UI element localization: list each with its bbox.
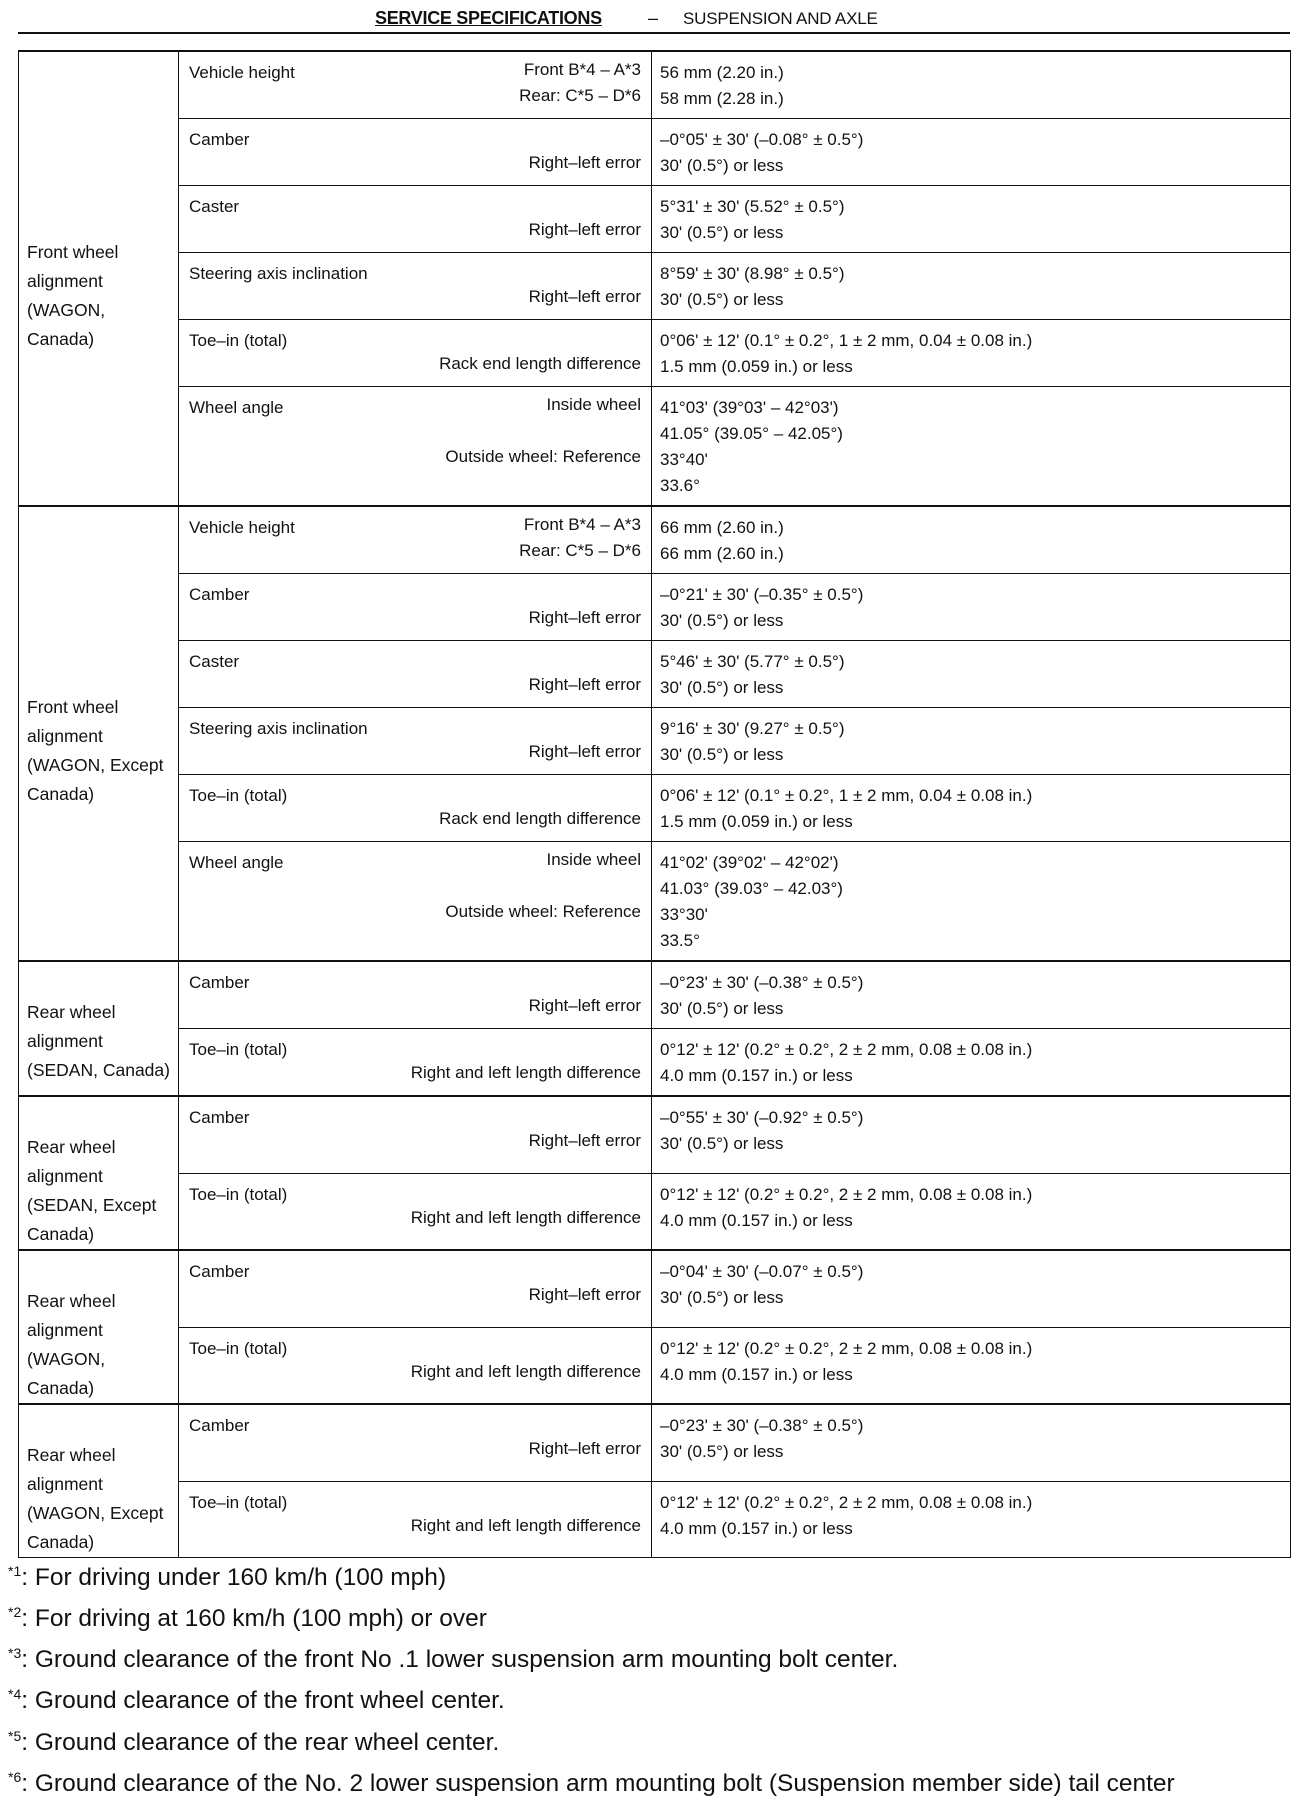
item-line bbox=[189, 395, 641, 421]
spec-value: –0°04' ± 30' (–0.07° ± 0.5°) bbox=[660, 1262, 864, 1281]
item-line bbox=[189, 153, 641, 179]
footnote-mark: *2 bbox=[8, 1604, 22, 1621]
table-row bbox=[19, 842, 1291, 962]
table-row bbox=[19, 961, 1291, 1029]
item-name: Toe–in (total) bbox=[189, 1184, 288, 1204]
item-name: Caster bbox=[189, 652, 240, 671]
item-sub-label: Right and left length difference bbox=[410, 1207, 641, 1227]
spec-value: 33°40' bbox=[660, 450, 708, 469]
item-line bbox=[189, 876, 641, 902]
table-row bbox=[19, 1250, 1291, 1327]
item-line bbox=[189, 515, 641, 541]
footnote-text: : For driving at 160 km/h (100 mph) or over bbox=[21, 1605, 487, 1633]
spec-value: 66 mm (2.60 in.) bbox=[660, 544, 784, 563]
item-line bbox=[189, 1439, 641, 1465]
item-sub-label: Right and left length difference bbox=[410, 1063, 641, 1082]
item-cell bbox=[179, 119, 652, 186]
spec-value: –0°21' ± 30' (–0.35° ± 0.5°) bbox=[660, 585, 864, 604]
item-line bbox=[189, 354, 641, 380]
table-row bbox=[19, 51, 1291, 119]
value-cell bbox=[652, 1173, 1291, 1250]
item-line bbox=[189, 1131, 641, 1157]
spec-value: 41.03° (39.03° – 42.03°) bbox=[660, 879, 843, 898]
table-row bbox=[19, 119, 1291, 186]
spec-value: 0°12' ± 12' (0.2° ± 0.2°, 2 ± 2 mm, 0.08 ± 0.08 in.) bbox=[660, 1492, 1033, 1512]
item-sub-label: Rear: C*5 – D*6 bbox=[519, 541, 641, 560]
item-cell bbox=[179, 1327, 652, 1404]
item-sub-label: Right–left error bbox=[528, 1285, 641, 1304]
footnote-mark: *4 bbox=[8, 1686, 22, 1703]
item-sub-label: Right–left error bbox=[528, 742, 641, 761]
item-name: Wheel angle bbox=[189, 398, 284, 417]
item-sub-label: Rear: C*5 – D*6 bbox=[519, 86, 641, 105]
footnotes bbox=[8, 1554, 1308, 1801]
spec-value: 5°31' ± 30' (5.52° ± 0.5°) bbox=[660, 197, 845, 216]
spec-value: 1.5 mm (0.059 in.) or less bbox=[660, 357, 853, 376]
spec-value: 4.0 mm (0.157 in.) or less bbox=[660, 1518, 853, 1538]
value-cell bbox=[652, 1096, 1291, 1173]
table-row bbox=[19, 775, 1291, 842]
item-name: Camber bbox=[189, 1262, 250, 1281]
footnote bbox=[8, 1760, 1308, 1801]
item-name: Wheel angle bbox=[189, 853, 284, 872]
value-cell bbox=[652, 186, 1291, 253]
value-cell bbox=[652, 775, 1291, 842]
spec-value: 66 mm (2.60 in.) bbox=[660, 518, 784, 537]
item-line bbox=[189, 675, 641, 701]
spec-value: –0°23' ± 30' (–0.38° ± 0.5°) bbox=[660, 1416, 864, 1435]
item-line bbox=[189, 60, 641, 86]
item-name: Toe–in (total) bbox=[189, 786, 288, 805]
item-line bbox=[189, 649, 641, 675]
spec-value: 33°30' bbox=[660, 905, 708, 924]
value-cell bbox=[652, 961, 1291, 1029]
table-row bbox=[19, 641, 1291, 708]
item-sub-label: Right–left error bbox=[528, 608, 641, 627]
table-row bbox=[19, 1173, 1291, 1250]
item-line bbox=[189, 1336, 641, 1362]
spec-value: 30' (0.5°) or less bbox=[660, 999, 784, 1018]
item-name: Vehicle height bbox=[189, 518, 295, 537]
value-cell bbox=[652, 842, 1291, 962]
value-cell bbox=[652, 387, 1291, 507]
value-cell bbox=[652, 119, 1291, 186]
table-row bbox=[19, 506, 1291, 574]
item-name: Camber bbox=[189, 1416, 250, 1435]
footnote-text: : For driving under 160 km/h (100 mph) bbox=[21, 1564, 447, 1592]
footnote bbox=[8, 1554, 1308, 1595]
table-row bbox=[19, 253, 1291, 320]
item-cell bbox=[179, 320, 652, 387]
footnote-mark: *6 bbox=[8, 1768, 22, 1785]
item-sub-label: Inside wheel bbox=[546, 850, 641, 869]
item-sub-label: Right and left length difference bbox=[410, 1361, 641, 1381]
value-cell bbox=[652, 1250, 1291, 1327]
spec-value: 30' (0.5°) or less bbox=[660, 156, 784, 175]
item-line bbox=[189, 902, 641, 928]
item-line bbox=[189, 996, 641, 1022]
spec-table-body bbox=[19, 51, 1291, 1558]
item-name: Vehicle height bbox=[189, 63, 295, 82]
table-row bbox=[19, 1481, 1291, 1557]
item-line bbox=[189, 716, 641, 742]
spec-value: 41°03' (39°03' – 42°03') bbox=[660, 398, 839, 417]
item-line bbox=[189, 1063, 641, 1089]
table-row bbox=[19, 1404, 1291, 1481]
value-cell bbox=[652, 1327, 1291, 1404]
item-line bbox=[189, 194, 641, 220]
value-cell bbox=[652, 51, 1291, 119]
item-name: Camber bbox=[189, 1108, 250, 1127]
item-line bbox=[189, 1413, 641, 1439]
item-line bbox=[189, 421, 641, 447]
spec-value: 30' (0.5°) or less bbox=[660, 223, 784, 242]
footnote-text: : Ground clearance of the front No .1 lower suspension arm mounting bolt center. bbox=[21, 1646, 899, 1674]
item-sub-label: Outside wheel: Reference bbox=[445, 447, 641, 466]
item-sub-label: Front B*4 – A*3 bbox=[523, 60, 641, 79]
item-sub-label: Right–left error bbox=[528, 675, 641, 694]
spec-value: 30' (0.5°) or less bbox=[660, 290, 784, 309]
item-line bbox=[189, 1105, 641, 1131]
item-cell bbox=[179, 1173, 652, 1250]
item-line bbox=[189, 742, 641, 768]
item-cell bbox=[179, 574, 652, 641]
item-line bbox=[189, 809, 641, 835]
table-row bbox=[19, 574, 1291, 641]
value-cell bbox=[652, 1404, 1291, 1481]
spec-value: 5°46' ± 30' (5.77° ± 0.5°) bbox=[660, 652, 845, 671]
value-cell bbox=[652, 1481, 1291, 1557]
item-cell bbox=[179, 506, 652, 574]
value-cell bbox=[652, 641, 1291, 708]
item-sub-label: Right–left error bbox=[528, 996, 641, 1015]
spec-value: 30' (0.5°) or less bbox=[660, 1134, 784, 1153]
item-line bbox=[189, 1516, 641, 1542]
item-line bbox=[189, 1362, 641, 1388]
item-name: Camber bbox=[189, 973, 250, 992]
item-cell bbox=[179, 1481, 652, 1557]
item-line bbox=[189, 473, 641, 499]
footnote-text: : Ground clearance of the No. 2 lower suspension arm mounting bolt (Suspension member side) tail center bbox=[21, 1769, 1175, 1797]
item-cell bbox=[179, 387, 652, 507]
group-label: Rear wheel alignment (SEDAN, Canada) bbox=[27, 1002, 170, 1080]
item-cell bbox=[179, 842, 652, 962]
item-cell bbox=[179, 253, 652, 320]
footnote-text: : Ground clearance of the front wheel center. bbox=[21, 1687, 505, 1715]
spec-value: 0°12' ± 12' (0.2° ± 0.2°, 2 ± 2 mm, 0.08 ± 0.08 in.) bbox=[660, 1338, 1033, 1358]
item-line bbox=[189, 1182, 641, 1208]
value-cell bbox=[652, 253, 1291, 320]
spec-value: 4.0 mm (0.157 in.) or less bbox=[660, 1210, 853, 1230]
item-line bbox=[189, 1259, 641, 1285]
title-separator: – bbox=[648, 8, 659, 28]
spec-value: 0°06' ± 12' (0.1° ± 0.2°, 1 ± 2 mm, 0.04 ± 0.08 in.) bbox=[660, 786, 1033, 805]
item-line bbox=[189, 287, 641, 313]
spec-value: 58 mm (2.28 in.) bbox=[660, 89, 784, 108]
group-label: Rear wheel alignment (WAGON, Except Canada) bbox=[27, 1445, 164, 1552]
item-sub-label: Right–left error bbox=[528, 153, 641, 172]
item-name: Toe–in (total) bbox=[189, 1492, 288, 1512]
item-sub-label: Inside wheel bbox=[546, 395, 641, 414]
spec-value: –0°05' ± 30' (–0.08° ± 0.5°) bbox=[660, 130, 864, 149]
item-line bbox=[189, 220, 641, 246]
footnote-text: : Ground clearance of the rear wheel center. bbox=[21, 1728, 500, 1756]
item-line bbox=[189, 582, 641, 608]
spec-value: 0°12' ± 12' (0.2° ± 0.2°, 2 ± 2 mm, 0.08 ± 0.08 in.) bbox=[660, 1184, 1033, 1204]
group-label-cell bbox=[19, 506, 179, 961]
item-cell bbox=[179, 186, 652, 253]
item-line bbox=[189, 850, 641, 876]
item-line bbox=[189, 1208, 641, 1234]
spec-value: 41.05° (39.05° – 42.05°) bbox=[660, 424, 843, 443]
group-label: Rear wheel alignment (SEDAN, Except Canada) bbox=[27, 1137, 157, 1244]
spec-value: 9°16' ± 30' (9.27° ± 0.5°) bbox=[660, 719, 845, 738]
value-cell bbox=[652, 506, 1291, 574]
item-sub-label: Right–left error bbox=[528, 220, 641, 239]
value-cell bbox=[652, 320, 1291, 387]
group-label-cell bbox=[19, 1404, 179, 1558]
group-label: Front wheel alignment (WAGON, Except Canada) bbox=[27, 697, 164, 804]
item-line bbox=[189, 1490, 641, 1516]
item-sub-label: Rack end length difference bbox=[439, 809, 641, 828]
table-row bbox=[19, 186, 1291, 253]
group-label: Front wheel alignment (WAGON, Canada) bbox=[27, 242, 119, 349]
item-name: Camber bbox=[189, 585, 250, 604]
spec-value: 30' (0.5°) or less bbox=[660, 1442, 784, 1461]
value-cell bbox=[652, 708, 1291, 775]
item-sub-label: Right–left error bbox=[528, 1131, 641, 1150]
spec-value: 30' (0.5°) or less bbox=[660, 745, 784, 764]
item-line bbox=[189, 608, 641, 634]
table-row bbox=[19, 708, 1291, 775]
table-row bbox=[19, 1029, 1291, 1097]
item-line bbox=[189, 1037, 641, 1063]
item-cell bbox=[179, 1029, 652, 1097]
value-cell bbox=[652, 574, 1291, 641]
spec-value: 30' (0.5°) or less bbox=[660, 678, 784, 697]
item-line bbox=[189, 783, 641, 809]
item-line bbox=[189, 261, 641, 287]
spec-value: 8°59' ± 30' (8.98° ± 0.5°) bbox=[660, 264, 845, 283]
spec-value: 33.6° bbox=[660, 476, 700, 495]
item-line bbox=[189, 328, 641, 354]
footnote bbox=[8, 1636, 1308, 1677]
item-sub-label: Right and left length difference bbox=[410, 1515, 641, 1535]
footnote bbox=[8, 1719, 1308, 1760]
table-row bbox=[19, 1327, 1291, 1404]
item-name: Toe–in (total) bbox=[189, 1338, 288, 1358]
item-cell bbox=[179, 775, 652, 842]
group-label-cell bbox=[19, 1250, 179, 1404]
spec-value: –0°55' ± 30' (–0.92° ± 0.5°) bbox=[660, 1108, 864, 1127]
item-line bbox=[189, 541, 641, 567]
spec-value: 4.0 mm (0.157 in.) or less bbox=[660, 1364, 853, 1384]
table-row bbox=[19, 320, 1291, 387]
item-cell bbox=[179, 51, 652, 119]
spec-value: –0°23' ± 30' (–0.38° ± 0.5°) bbox=[660, 973, 864, 992]
item-cell bbox=[179, 641, 652, 708]
header-rule bbox=[18, 32, 1290, 34]
spec-value: 41°02' (39°02' – 42°02') bbox=[660, 853, 839, 872]
item-sub-label: Rack end length difference bbox=[439, 354, 641, 373]
item-line bbox=[189, 1285, 641, 1311]
spec-value: 30' (0.5°) or less bbox=[660, 611, 784, 630]
spec-value: 33.5° bbox=[660, 931, 700, 950]
group-label-cell bbox=[19, 51, 179, 506]
item-cell bbox=[179, 1404, 652, 1481]
item-cell bbox=[179, 1096, 652, 1173]
item-cell bbox=[179, 708, 652, 775]
spec-value: 4.0 mm (0.157 in.) or less bbox=[660, 1066, 853, 1085]
item-name: Steering axis inclination bbox=[189, 719, 368, 738]
item-name: Camber bbox=[189, 130, 250, 149]
item-line bbox=[189, 447, 641, 473]
spec-value: 30' (0.5°) or less bbox=[660, 1288, 784, 1307]
table-row bbox=[19, 1096, 1291, 1173]
item-line bbox=[189, 970, 641, 996]
item-sub-label: Right–left error bbox=[528, 287, 641, 306]
spec-value: 0°12' ± 12' (0.2° ± 0.2°, 2 ± 2 mm, 0.08 ± 0.08 in.) bbox=[660, 1040, 1033, 1059]
value-cell bbox=[652, 1029, 1291, 1097]
footnote-mark: *1 bbox=[8, 1563, 22, 1579]
footnote bbox=[8, 1677, 1308, 1718]
spec-value: 0°06' ± 12' (0.1° ± 0.2°, 1 ± 2 mm, 0.04 ± 0.08 in.) bbox=[660, 331, 1033, 350]
item-sub-label: Front B*4 – A*3 bbox=[523, 515, 641, 534]
page-header bbox=[0, 6, 1312, 32]
item-sub-label: Right–left error bbox=[528, 1439, 641, 1458]
group-label-cell bbox=[19, 961, 179, 1096]
item-line bbox=[189, 127, 641, 153]
item-name: Caster bbox=[189, 197, 240, 216]
group-label-cell bbox=[19, 1096, 179, 1250]
item-name: Toe–in (total) bbox=[189, 1040, 288, 1059]
page-subtitle: SUSPENSION AND AXLE bbox=[683, 9, 878, 28]
footnote-mark: *5 bbox=[8, 1727, 22, 1744]
page-title: SERVICE SPECIFICATIONS bbox=[375, 8, 602, 28]
item-line bbox=[189, 86, 641, 112]
footnote bbox=[8, 1595, 1308, 1636]
item-cell bbox=[179, 961, 652, 1029]
spec-table bbox=[18, 50, 1291, 1558]
group-label: Rear wheel alignment (WAGON, Canada) bbox=[27, 1291, 116, 1398]
spec-value: 56 mm (2.20 in.) bbox=[660, 63, 784, 82]
item-sub-label: Outside wheel: Reference bbox=[445, 902, 641, 921]
spec-value: 1.5 mm (0.059 in.) or less bbox=[660, 812, 853, 831]
item-name: Toe–in (total) bbox=[189, 331, 288, 350]
item-name: Steering axis inclination bbox=[189, 264, 368, 283]
footnote-mark: *3 bbox=[8, 1645, 22, 1662]
item-cell bbox=[179, 1250, 652, 1327]
item-line bbox=[189, 928, 641, 954]
table-row bbox=[19, 387, 1291, 507]
